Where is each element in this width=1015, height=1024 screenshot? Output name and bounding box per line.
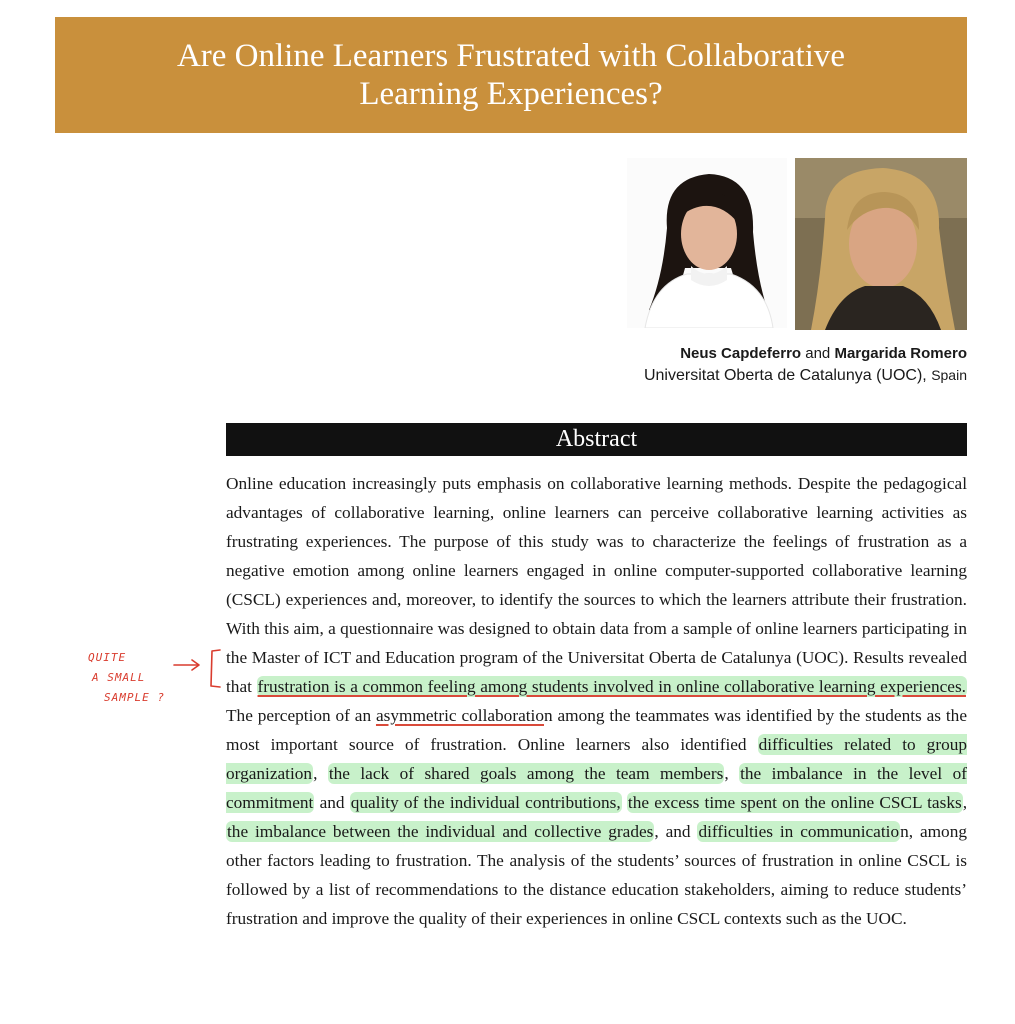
margin-note-line-3: SAMPLE ? [104, 691, 165, 704]
paper-title-line-1: Are Online Learners Frustrated with Collaborative [176, 38, 846, 74]
underlined-phrase: asymmetric collaboratio [375, 706, 544, 725]
highlighted-phrase: the imbalance between the individual and collective grades [227, 822, 654, 841]
highlighted-phrase: difficulties in communicatio [698, 822, 900, 841]
author-photo-capdeferro [627, 158, 787, 328]
abstract-text-segment: , [724, 764, 740, 783]
abstract-text-segment: Online education increasingly puts emphasis on collaborative learning methods. Despite the pedagogical advantages of collaborative learning, online learners can perceive collaborative learning activities as frustrating experiences. The purpose of this study was to characterize the feelings of frustration as a negative emotion among online learners engaged in online computer-supported collaborative learning (CSCL) experiences and, moreover, to identify the sources to which the learners attribute their frustration. With this aim, a questionnaire was designed to obtain data from a sample of online learners participating in the Master of ICT and Education program of the Universitat Oberta de Catalunya (UOC). Results revealed that [226, 474, 967, 696]
highlighted-phrase: the excess time spent on the online CSCL tasks [627, 793, 962, 812]
highlighted-phrase: difficulties related to group organization [226, 735, 967, 783]
highlighted-phrase: the lack of shared goals among the team members [328, 764, 724, 783]
abstract-text-segment: The perception of an [226, 706, 376, 725]
title-banner [55, 17, 967, 133]
highlighted-phrase: frustration is a common feeling among students involved in online collaborative learning experiences. [257, 677, 966, 696]
country: Spain [931, 367, 967, 383]
abstract-heading-text: Abstract [555, 426, 638, 452]
abstract-heading [226, 423, 967, 456]
margin-note-line-2: A SMALL [92, 671, 146, 684]
margin-note-arrow-and-bracket [170, 646, 230, 692]
abstract-text-segment: n, among other factors leading to frustration. The analysis of the students’ sources of frustration in online CSCL is followed by a list of recommendations to the distance education stakeholders, aiming to reduce students’ frustration and improve the quality of their experiences in online CSCL contexts such as the UOC. [226, 822, 967, 928]
author-name-1: Neus Capdeferro [680, 345, 802, 362]
abstract-text-segment: , [313, 764, 328, 783]
highlighted-phrase: the imbalance in the level of commitment [226, 764, 967, 812]
paper-title-line-2: Learning Experiences? [359, 76, 663, 112]
abstract-text-segment: n among the teammates was identified by the students as the most important source of frustration. Online learners also identified [226, 706, 967, 754]
abstract-text-segment: , [962, 793, 968, 812]
abstract-text-segment: and [314, 793, 350, 812]
affiliation: Universitat Oberta de Catalunya (UOC), [643, 367, 927, 384]
paper-title [55, 37, 967, 113]
author-photo-romero [795, 158, 967, 330]
author-connector: and [805, 345, 831, 362]
highlighted-phrase: quality of the individual contributions, [350, 793, 621, 812]
abstract-text-segment: , and [654, 822, 698, 841]
margin-note-line-1: QUITE [88, 651, 127, 664]
author-names [644, 344, 967, 364]
author-affiliation-line [644, 364, 967, 387]
abstract-body [226, 469, 967, 933]
author-name-2: Margarida Romero [834, 345, 967, 362]
author-block [644, 344, 967, 387]
